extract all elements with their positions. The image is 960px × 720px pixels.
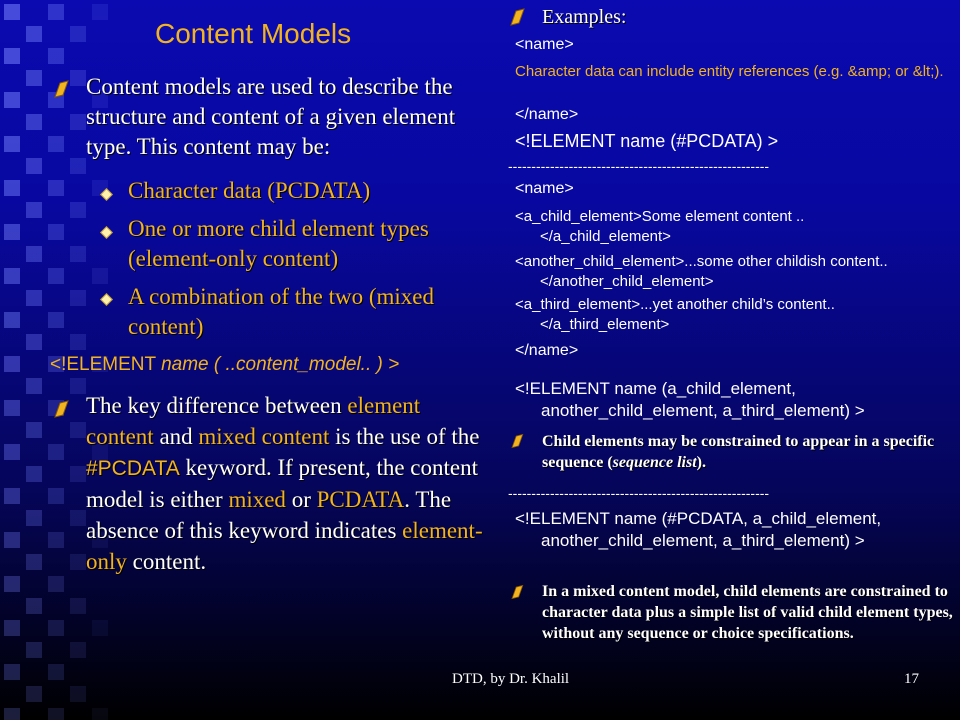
code-line: </name>	[515, 106, 579, 123]
decorative-square	[48, 664, 64, 680]
highlight-pcdata-keyword: #PCDATA	[86, 457, 180, 480]
decorative-square	[48, 708, 64, 720]
decorative-square	[70, 554, 86, 570]
highlight-mixed-content: mixed content	[198, 424, 330, 449]
decorative-square	[4, 444, 20, 460]
decorative-square	[70, 334, 86, 350]
decorative-square	[4, 664, 20, 680]
code-another-child-element: <another_child_element>...some other childish content..</another_child_element>	[515, 253, 888, 290]
decorative-square	[4, 488, 20, 504]
note-sequence-list	[542, 431, 952, 473]
bullet-content-models: Content models are used to describe the structure and content of a given element type. This content may be:	[86, 74, 456, 159]
decorative-square	[4, 48, 20, 64]
note-italic-sequence-list: sequence list	[612, 454, 697, 471]
decorative-square	[4, 92, 20, 108]
slide-title: Content Models	[155, 18, 352, 49]
decorative-square	[48, 224, 64, 240]
decorative-square	[48, 488, 64, 504]
decorative-square	[92, 620, 108, 636]
code-element-sequence: <!ELEMENT name (a_child_element, another_child_element, a_third_element) >	[515, 379, 865, 420]
decorative-square	[70, 378, 86, 394]
decorative-square	[4, 224, 20, 240]
code-child-element: <a_child_element>Some element content ..</a_child_element>	[515, 208, 805, 245]
decorative-square	[4, 312, 20, 328]
note-text: ).	[696, 454, 706, 471]
decorative-square	[4, 400, 20, 416]
text-fragment: or	[285, 487, 317, 512]
bullet-mark-icon	[506, 6, 528, 28]
decorative-square	[70, 642, 86, 658]
decorative-square	[48, 180, 64, 196]
footer-author: DTD, by Dr. Khalil	[452, 671, 570, 687]
text-fragment: . The absence of this keyword indicates	[86, 487, 452, 543]
examples-heading: Examples:	[542, 6, 627, 28]
decorative-square	[92, 4, 108, 20]
decorative-square	[70, 290, 86, 306]
code-line: <name>	[515, 180, 574, 197]
decorative-square	[48, 576, 64, 592]
bullet-key-difference	[86, 390, 491, 577]
page-number: 17	[904, 671, 919, 687]
decorative-square	[48, 48, 64, 64]
decorative-square	[26, 26, 42, 42]
bullet-mark-icon	[50, 78, 72, 100]
text-fragment: keyword. If present, the content model is either	[86, 455, 479, 512]
decorative-square	[70, 70, 86, 86]
decorative-square	[4, 136, 20, 152]
decorative-square	[26, 554, 42, 570]
decorative-square	[26, 422, 42, 438]
bullet-mark-icon	[508, 583, 526, 601]
decorative-square	[26, 246, 42, 262]
decorative-square	[4, 4, 20, 20]
sub-bullet-pcdata: Character data (PCDATA)	[128, 178, 371, 203]
decorative-square	[70, 158, 86, 174]
decorative-square	[70, 598, 86, 614]
sub-bullet-element-only: One or more child element types (element-only content)	[128, 216, 429, 271]
text-fragment: is the use of the	[329, 424, 480, 449]
decorative-square	[70, 246, 86, 262]
decorative-square	[70, 114, 86, 130]
decorative-square	[26, 598, 42, 614]
text-fragment: The key difference between	[86, 393, 348, 418]
decorative-square	[26, 642, 42, 658]
decorative-square	[70, 510, 86, 526]
decorative-square	[4, 620, 20, 636]
highlight-element-only: element-only	[86, 518, 483, 574]
decorative-square	[48, 532, 64, 548]
decorative-square	[26, 114, 42, 130]
decorative-square	[26, 158, 42, 174]
decorative-square	[4, 268, 20, 284]
decorative-square	[26, 334, 42, 350]
decorative-square	[48, 444, 64, 460]
highlight-element-content: element content	[86, 393, 421, 449]
decorative-square	[70, 466, 86, 482]
decorative-square	[48, 268, 64, 284]
highlight-pcdata: PCDATA	[316, 487, 405, 512]
decorative-square	[26, 378, 42, 394]
separator-dashes: --------------------------------------------------------	[508, 485, 770, 501]
decorative-square	[26, 686, 42, 702]
decorative-square	[4, 532, 20, 548]
decorative-square	[4, 180, 20, 196]
decorative-square	[92, 268, 108, 284]
bullet-mark-icon	[508, 432, 526, 450]
highlight-mixed: mixed	[228, 487, 286, 512]
bullet-mark-icon	[50, 398, 72, 420]
decorative-square	[26, 510, 42, 526]
note-text: Child elements may be constrained to appear in a specific sequence (	[542, 433, 935, 471]
code-element-mixed: <!ELEMENT name (#PCDATA, a_child_element, another_child_element, a_third_element) >	[515, 509, 882, 550]
decorative-square	[26, 290, 42, 306]
decorative-square	[4, 356, 20, 372]
text-fragment: content.	[126, 549, 207, 574]
sub-bullet-mixed: A combination of the two (mixed content)	[128, 284, 434, 339]
code-text: Character data can include entity references (e.g. &amp; or &lt;).	[515, 63, 944, 80]
decorative-square	[26, 70, 42, 86]
decorative-square	[70, 686, 86, 702]
decorative-square	[48, 312, 64, 328]
decorative-square	[26, 202, 42, 218]
code-third-element: <a_third_element>...yet another child’s content..</a_third_element>	[515, 296, 835, 333]
decorative-square	[70, 26, 86, 42]
decorative-square	[92, 708, 108, 720]
decorative-square	[4, 708, 20, 720]
decorative-square	[70, 202, 86, 218]
note-mixed-content: In a mixed content model, child elements are constrained to character data plus a simple list of valid child element types, without any sequence or choice specifications.	[542, 583, 953, 642]
decorative-square	[48, 4, 64, 20]
code-character-data-note	[515, 62, 945, 81]
separator-dashes: --------------------------------------------------------	[508, 158, 770, 174]
element-syntax-model: name ( ..content_model.. ) >	[161, 354, 400, 375]
text-fragment: and	[153, 424, 199, 449]
code-line: <name>	[515, 36, 574, 53]
decorative-square	[4, 576, 20, 592]
decorative-square	[70, 422, 86, 438]
element-syntax	[50, 354, 399, 376]
decorative-square	[48, 620, 64, 636]
decorative-square	[26, 466, 42, 482]
code-element-pcdata: <!ELEMENT name (#PCDATA) >	[515, 131, 779, 151]
decorative-square	[48, 136, 64, 152]
code-line: </name>	[515, 342, 579, 359]
element-syntax-keyword: <!ELEMENT	[50, 354, 162, 375]
